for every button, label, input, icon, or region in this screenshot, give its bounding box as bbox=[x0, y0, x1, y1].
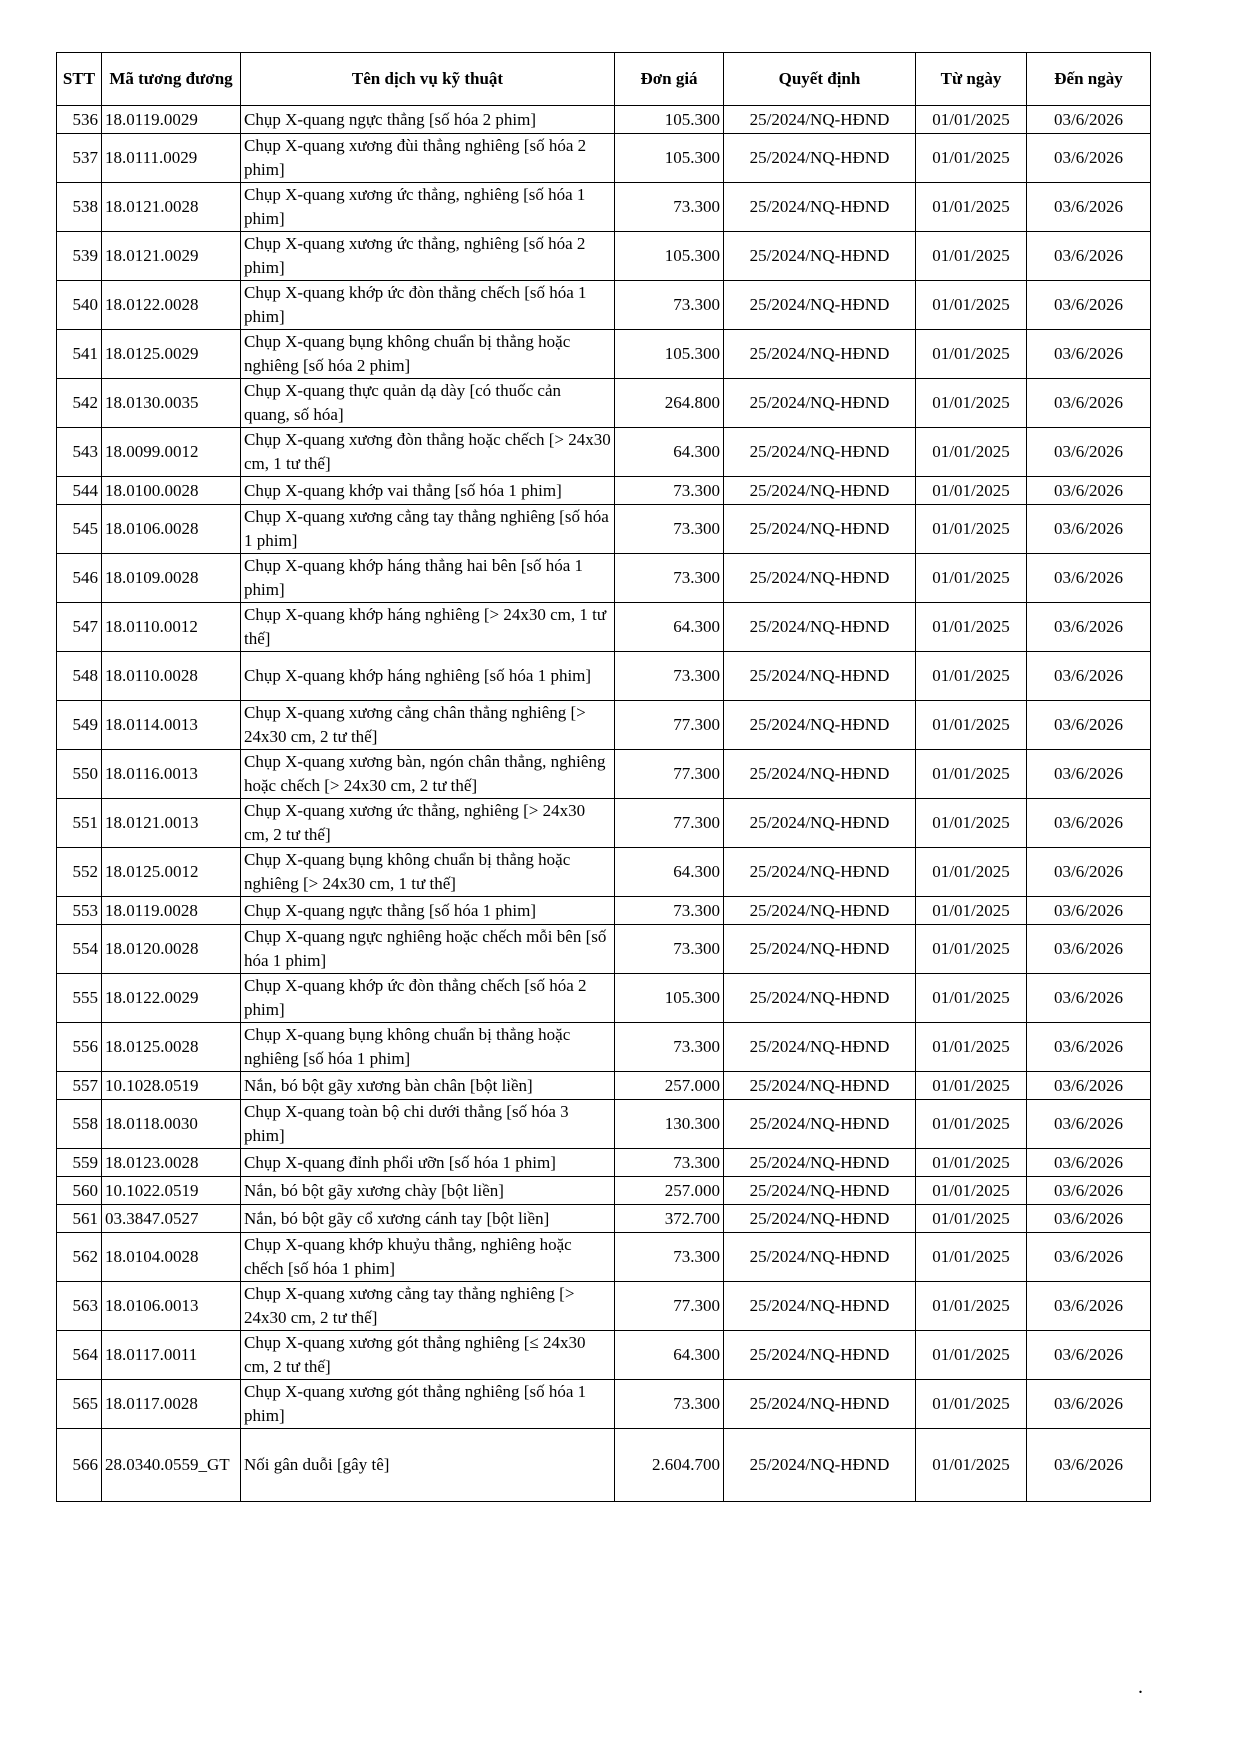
header-code: Mã tương đương bbox=[102, 53, 241, 106]
cell-code: 18.0117.0028 bbox=[102, 1380, 241, 1429]
cell-from-date: 01/01/2025 bbox=[916, 799, 1027, 848]
service-price-table bbox=[56, 52, 1151, 1502]
cell-decision: 25/2024/NQ-HĐND bbox=[724, 281, 916, 330]
cell-to-date: 03/6/2026 bbox=[1027, 750, 1151, 799]
cell-code: 18.0119.0029 bbox=[102, 106, 241, 134]
cell-decision: 25/2024/NQ-HĐND bbox=[724, 603, 916, 652]
cell-service-name: Nối gân duỗi [gây tê] bbox=[241, 1429, 615, 1502]
cell-price: 73.300 bbox=[615, 281, 724, 330]
cell-to-date: 03/6/2026 bbox=[1027, 799, 1151, 848]
table-row bbox=[57, 379, 1151, 428]
cell-service-name: Chụp X-quang xương đòn thẳng hoặc chếch [> 24x30 cm, 1 tư thế] bbox=[241, 428, 615, 477]
cell-service-name: Chụp X-quang bụng không chuẩn bị thẳng hoặc nghiêng [số hóa 1 phim] bbox=[241, 1023, 615, 1072]
cell-code: 18.0099.0012 bbox=[102, 428, 241, 477]
cell-stt: 560 bbox=[57, 1177, 102, 1205]
table-row bbox=[57, 1149, 1151, 1177]
header-price: Đơn giá bbox=[615, 53, 724, 106]
service-price-table-container bbox=[56, 52, 1151, 1502]
cell-to-date: 03/6/2026 bbox=[1027, 232, 1151, 281]
cell-price: 105.300 bbox=[615, 330, 724, 379]
cell-to-date: 03/6/2026 bbox=[1027, 330, 1151, 379]
cell-service-name: Chụp X-quang khớp ức đòn thẳng chếch [số hóa 2 phim] bbox=[241, 974, 615, 1023]
cell-stt: 558 bbox=[57, 1100, 102, 1149]
cell-service-name: Chụp X-quang xương cẳng tay thẳng nghiêng [> 24x30 cm, 2 tư thế] bbox=[241, 1282, 615, 1331]
cell-price: 73.300 bbox=[615, 554, 724, 603]
cell-decision: 25/2024/NQ-HĐND bbox=[724, 1100, 916, 1149]
cell-from-date: 01/01/2025 bbox=[916, 750, 1027, 799]
cell-code: 18.0130.0035 bbox=[102, 379, 241, 428]
cell-decision: 25/2024/NQ-HĐND bbox=[724, 1023, 916, 1072]
cell-stt: 539 bbox=[57, 232, 102, 281]
cell-decision: 25/2024/NQ-HĐND bbox=[724, 974, 916, 1023]
table-row bbox=[57, 652, 1151, 701]
cell-to-date: 03/6/2026 bbox=[1027, 1072, 1151, 1100]
cell-price: 77.300 bbox=[615, 750, 724, 799]
cell-price: 73.300 bbox=[615, 1149, 724, 1177]
cell-stt: 536 bbox=[57, 106, 102, 134]
cell-price: 130.300 bbox=[615, 1100, 724, 1149]
cell-to-date: 03/6/2026 bbox=[1027, 428, 1151, 477]
cell-price: 73.300 bbox=[615, 925, 724, 974]
cell-stt: 538 bbox=[57, 183, 102, 232]
cell-price: 257.000 bbox=[615, 1177, 724, 1205]
cell-to-date: 03/6/2026 bbox=[1027, 974, 1151, 1023]
cell-service-name: Chụp X-quang xương cẳng tay thẳng nghiêng [số hóa 1 phim] bbox=[241, 505, 615, 554]
table-row bbox=[57, 974, 1151, 1023]
cell-from-date: 01/01/2025 bbox=[916, 974, 1027, 1023]
cell-from-date: 01/01/2025 bbox=[916, 183, 1027, 232]
cell-price: 77.300 bbox=[615, 1282, 724, 1331]
cell-service-name: Chụp X-quang thực quản dạ dày [có thuốc cản quang, số hóa] bbox=[241, 379, 615, 428]
cell-from-date: 01/01/2025 bbox=[916, 232, 1027, 281]
cell-stt: 554 bbox=[57, 925, 102, 974]
cell-to-date: 03/6/2026 bbox=[1027, 925, 1151, 974]
table-row bbox=[57, 1072, 1151, 1100]
cell-decision: 25/2024/NQ-HĐND bbox=[724, 1072, 916, 1100]
cell-from-date: 01/01/2025 bbox=[916, 1072, 1027, 1100]
header-stt: STT bbox=[57, 53, 102, 106]
table-row bbox=[57, 701, 1151, 750]
cell-price: 73.300 bbox=[615, 183, 724, 232]
cell-code: 18.0121.0029 bbox=[102, 232, 241, 281]
cell-decision: 25/2024/NQ-HĐND bbox=[724, 232, 916, 281]
cell-decision: 25/2024/NQ-HĐND bbox=[724, 477, 916, 505]
cell-to-date: 03/6/2026 bbox=[1027, 505, 1151, 554]
cell-stt: 551 bbox=[57, 799, 102, 848]
cell-service-name: Chụp X-quang xương ức thẳng, nghiêng [số hóa 1 phim] bbox=[241, 183, 615, 232]
cell-decision: 25/2024/NQ-HĐND bbox=[724, 701, 916, 750]
cell-code: 18.0110.0012 bbox=[102, 603, 241, 652]
cell-stt: 548 bbox=[57, 652, 102, 701]
cell-service-name: Chụp X-quang khớp háng thẳng hai bên [số hóa 1 phim] bbox=[241, 554, 615, 603]
cell-stt: 545 bbox=[57, 505, 102, 554]
cell-price: 77.300 bbox=[615, 799, 724, 848]
cell-service-name: Chụp X-quang xương gót thẳng nghiêng [≤ 24x30 cm, 2 tư thế] bbox=[241, 1331, 615, 1380]
cell-decision: 25/2024/NQ-HĐND bbox=[724, 652, 916, 701]
header-from-date: Từ ngày bbox=[916, 53, 1027, 106]
cell-stt: 549 bbox=[57, 701, 102, 750]
cell-from-date: 01/01/2025 bbox=[916, 652, 1027, 701]
cell-code: 18.0117.0011 bbox=[102, 1331, 241, 1380]
cell-service-name: Chụp X-quang xương ức thẳng, nghiêng [> 24x30 cm, 2 tư thế] bbox=[241, 799, 615, 848]
table-row bbox=[57, 1023, 1151, 1072]
cell-service-name: Chụp X-quang ngực thẳng [số hóa 1 phim] bbox=[241, 897, 615, 925]
cell-price: 64.300 bbox=[615, 1331, 724, 1380]
cell-to-date: 03/6/2026 bbox=[1027, 1100, 1151, 1149]
cell-stt: 546 bbox=[57, 554, 102, 603]
cell-decision: 25/2024/NQ-HĐND bbox=[724, 379, 916, 428]
cell-from-date: 01/01/2025 bbox=[916, 701, 1027, 750]
cell-service-name: Chụp X-quang xương gót thẳng nghiêng [số hóa 1 phim] bbox=[241, 1380, 615, 1429]
cell-to-date: 03/6/2026 bbox=[1027, 1205, 1151, 1233]
cell-decision: 25/2024/NQ-HĐND bbox=[724, 183, 916, 232]
cell-stt: 544 bbox=[57, 477, 102, 505]
cell-stt: 542 bbox=[57, 379, 102, 428]
cell-code: 18.0121.0013 bbox=[102, 799, 241, 848]
cell-service-name: Chụp X-quang toàn bộ chi dưới thẳng [số hóa 3 phim] bbox=[241, 1100, 615, 1149]
cell-service-name: Chụp X-quang ngực thẳng [số hóa 2 phim] bbox=[241, 106, 615, 134]
cell-from-date: 01/01/2025 bbox=[916, 1282, 1027, 1331]
table-row bbox=[57, 750, 1151, 799]
cell-decision: 25/2024/NQ-HĐND bbox=[724, 106, 916, 134]
cell-code: 18.0116.0013 bbox=[102, 750, 241, 799]
cell-to-date: 03/6/2026 bbox=[1027, 1380, 1151, 1429]
cell-code: 03.3847.0527 bbox=[102, 1205, 241, 1233]
cell-service-name: Chụp X-quang khớp háng nghiêng [số hóa 1 phim] bbox=[241, 652, 615, 701]
cell-stt: 555 bbox=[57, 974, 102, 1023]
cell-code: 18.0122.0029 bbox=[102, 974, 241, 1023]
cell-decision: 25/2024/NQ-HĐND bbox=[724, 1331, 916, 1380]
cell-to-date: 03/6/2026 bbox=[1027, 1177, 1151, 1205]
cell-stt: 547 bbox=[57, 603, 102, 652]
cell-from-date: 01/01/2025 bbox=[916, 897, 1027, 925]
cell-price: 73.300 bbox=[615, 1233, 724, 1282]
cell-service-name: Chụp X-quang khớp háng nghiêng [> 24x30 cm, 1 tư thế] bbox=[241, 603, 615, 652]
table-row bbox=[57, 330, 1151, 379]
cell-to-date: 03/6/2026 bbox=[1027, 477, 1151, 505]
cell-price: 264.800 bbox=[615, 379, 724, 428]
cell-code: 18.0100.0028 bbox=[102, 477, 241, 505]
table-row bbox=[57, 106, 1151, 134]
table-row bbox=[57, 477, 1151, 505]
cell-decision: 25/2024/NQ-HĐND bbox=[724, 897, 916, 925]
cell-price: 64.300 bbox=[615, 848, 724, 897]
cell-from-date: 01/01/2025 bbox=[916, 106, 1027, 134]
cell-code: 18.0110.0028 bbox=[102, 652, 241, 701]
cell-decision: 25/2024/NQ-HĐND bbox=[724, 1380, 916, 1429]
cell-decision: 25/2024/NQ-HĐND bbox=[724, 554, 916, 603]
cell-service-name: Chụp X-quang xương ức thẳng, nghiêng [số hóa 2 phim] bbox=[241, 232, 615, 281]
cell-price: 64.300 bbox=[615, 428, 724, 477]
cell-from-date: 01/01/2025 bbox=[916, 1149, 1027, 1177]
table-row bbox=[57, 281, 1151, 330]
table-row bbox=[57, 1100, 1151, 1149]
cell-price: 73.300 bbox=[615, 1380, 724, 1429]
table-row bbox=[57, 925, 1151, 974]
header-service-name: Tên dịch vụ kỹ thuật bbox=[241, 53, 615, 106]
cell-stt: 559 bbox=[57, 1149, 102, 1177]
cell-service-name: Chụp X-quang đỉnh phổi ưỡn [số hóa 1 phim] bbox=[241, 1149, 615, 1177]
cell-service-name: Chụp X-quang xương bàn, ngón chân thẳng, nghiêng hoặc chếch [> 24x30 cm, 2 tư thế] bbox=[241, 750, 615, 799]
cell-to-date: 03/6/2026 bbox=[1027, 183, 1151, 232]
cell-stt: 552 bbox=[57, 848, 102, 897]
cell-price: 257.000 bbox=[615, 1072, 724, 1100]
cell-code: 10.1028.0519 bbox=[102, 1072, 241, 1100]
cell-to-date: 03/6/2026 bbox=[1027, 897, 1151, 925]
cell-service-name: Chụp X-quang ngực nghiêng hoặc chếch mỗi bên [số hóa 1 phim] bbox=[241, 925, 615, 974]
cell-price: 105.300 bbox=[615, 134, 724, 183]
cell-service-name: Chụp X-quang xương đùi thẳng nghiêng [số hóa 2 phim] bbox=[241, 134, 615, 183]
cell-decision: 25/2024/NQ-HĐND bbox=[724, 1282, 916, 1331]
cell-decision: 25/2024/NQ-HĐND bbox=[724, 1177, 916, 1205]
cell-from-date: 01/01/2025 bbox=[916, 603, 1027, 652]
cell-decision: 25/2024/NQ-HĐND bbox=[724, 134, 916, 183]
cell-stt: 537 bbox=[57, 134, 102, 183]
table-row bbox=[57, 554, 1151, 603]
cell-service-name: Chụp X-quang khớp khuỷu thẳng, nghiêng hoặc chếch [số hóa 1 phim] bbox=[241, 1233, 615, 1282]
cell-to-date: 03/6/2026 bbox=[1027, 134, 1151, 183]
cell-from-date: 01/01/2025 bbox=[916, 281, 1027, 330]
cell-decision: 25/2024/NQ-HĐND bbox=[724, 1149, 916, 1177]
cell-price: 73.300 bbox=[615, 652, 724, 701]
table-row bbox=[57, 1205, 1151, 1233]
table-row bbox=[57, 1429, 1151, 1502]
cell-decision: 25/2024/NQ-HĐND bbox=[724, 799, 916, 848]
cell-from-date: 01/01/2025 bbox=[916, 1100, 1027, 1149]
cell-stt: 556 bbox=[57, 1023, 102, 1072]
cell-to-date: 03/6/2026 bbox=[1027, 554, 1151, 603]
table-row bbox=[57, 134, 1151, 183]
cell-from-date: 01/01/2025 bbox=[916, 1233, 1027, 1282]
cell-from-date: 01/01/2025 bbox=[916, 1023, 1027, 1072]
cell-from-date: 01/01/2025 bbox=[916, 330, 1027, 379]
cell-stt: 561 bbox=[57, 1205, 102, 1233]
cell-stt: 540 bbox=[57, 281, 102, 330]
cell-stt: 541 bbox=[57, 330, 102, 379]
table-row bbox=[57, 1233, 1151, 1282]
cell-service-name: Chụp X-quang khớp vai thẳng [số hóa 1 phim] bbox=[241, 477, 615, 505]
cell-to-date: 03/6/2026 bbox=[1027, 1282, 1151, 1331]
cell-stt: 562 bbox=[57, 1233, 102, 1282]
cell-from-date: 01/01/2025 bbox=[916, 1177, 1027, 1205]
cell-code: 28.0340.0559_GT bbox=[102, 1429, 241, 1502]
cell-price: 73.300 bbox=[615, 1023, 724, 1072]
cell-service-name: Chụp X-quang xương cẳng chân thẳng nghiêng [> 24x30 cm, 2 tư thế] bbox=[241, 701, 615, 750]
cell-decision: 25/2024/NQ-HĐND bbox=[724, 848, 916, 897]
cell-price: 73.300 bbox=[615, 505, 724, 554]
cell-code: 18.0106.0013 bbox=[102, 1282, 241, 1331]
table-row bbox=[57, 1282, 1151, 1331]
cell-decision: 25/2024/NQ-HĐND bbox=[724, 330, 916, 379]
cell-price: 372.700 bbox=[615, 1205, 724, 1233]
cell-code: 18.0125.0028 bbox=[102, 1023, 241, 1072]
table-row bbox=[57, 603, 1151, 652]
cell-to-date: 03/6/2026 bbox=[1027, 106, 1151, 134]
cell-price: 73.300 bbox=[615, 897, 724, 925]
cell-decision: 25/2024/NQ-HĐND bbox=[724, 1233, 916, 1282]
table-row bbox=[57, 428, 1151, 477]
cell-decision: 25/2024/NQ-HĐND bbox=[724, 925, 916, 974]
cell-service-name: Nắn, bó bột gãy xương bàn chân [bột liền] bbox=[241, 1072, 615, 1100]
table-row bbox=[57, 897, 1151, 925]
header-decision: Quyết định bbox=[724, 53, 916, 106]
footer-mark: . bbox=[1138, 1676, 1143, 1698]
cell-code: 18.0111.0029 bbox=[102, 134, 241, 183]
cell-to-date: 03/6/2026 bbox=[1027, 603, 1151, 652]
cell-code: 18.0123.0028 bbox=[102, 1149, 241, 1177]
cell-stt: 553 bbox=[57, 897, 102, 925]
cell-to-date: 03/6/2026 bbox=[1027, 1233, 1151, 1282]
table-row bbox=[57, 1331, 1151, 1380]
cell-from-date: 01/01/2025 bbox=[916, 925, 1027, 974]
cell-decision: 25/2024/NQ-HĐND bbox=[724, 1429, 916, 1502]
table-row bbox=[57, 799, 1151, 848]
cell-decision: 25/2024/NQ-HĐND bbox=[724, 1205, 916, 1233]
cell-to-date: 03/6/2026 bbox=[1027, 848, 1151, 897]
cell-stt: 557 bbox=[57, 1072, 102, 1100]
table-row bbox=[57, 183, 1151, 232]
cell-code: 18.0125.0029 bbox=[102, 330, 241, 379]
cell-from-date: 01/01/2025 bbox=[916, 1429, 1027, 1502]
cell-from-date: 01/01/2025 bbox=[916, 554, 1027, 603]
cell-code: 18.0122.0028 bbox=[102, 281, 241, 330]
cell-to-date: 03/6/2026 bbox=[1027, 379, 1151, 428]
cell-code: 18.0104.0028 bbox=[102, 1233, 241, 1282]
cell-code: 18.0109.0028 bbox=[102, 554, 241, 603]
cell-service-name: Chụp X-quang bụng không chuẩn bị thẳng hoặc nghiêng [số hóa 2 phim] bbox=[241, 330, 615, 379]
cell-from-date: 01/01/2025 bbox=[916, 1380, 1027, 1429]
cell-to-date: 03/6/2026 bbox=[1027, 1429, 1151, 1502]
cell-from-date: 01/01/2025 bbox=[916, 505, 1027, 554]
cell-price: 73.300 bbox=[615, 477, 724, 505]
cell-code: 18.0106.0028 bbox=[102, 505, 241, 554]
table-row bbox=[57, 1177, 1151, 1205]
table-header-row bbox=[57, 53, 1151, 106]
cell-to-date: 03/6/2026 bbox=[1027, 281, 1151, 330]
cell-stt: 543 bbox=[57, 428, 102, 477]
cell-stt: 565 bbox=[57, 1380, 102, 1429]
cell-code: 18.0120.0028 bbox=[102, 925, 241, 974]
cell-code: 18.0121.0028 bbox=[102, 183, 241, 232]
cell-from-date: 01/01/2025 bbox=[916, 1331, 1027, 1380]
cell-stt: 564 bbox=[57, 1331, 102, 1380]
cell-price: 77.300 bbox=[615, 701, 724, 750]
cell-code: 18.0114.0013 bbox=[102, 701, 241, 750]
cell-price: 2.604.700 bbox=[615, 1429, 724, 1502]
cell-to-date: 03/6/2026 bbox=[1027, 701, 1151, 750]
cell-decision: 25/2024/NQ-HĐND bbox=[724, 505, 916, 554]
cell-code: 18.0118.0030 bbox=[102, 1100, 241, 1149]
table-row bbox=[57, 232, 1151, 281]
header-to-date: Đến ngày bbox=[1027, 53, 1151, 106]
table-row bbox=[57, 1380, 1151, 1429]
table-row bbox=[57, 848, 1151, 897]
cell-from-date: 01/01/2025 bbox=[916, 1205, 1027, 1233]
cell-stt: 566 bbox=[57, 1429, 102, 1502]
cell-code: 18.0125.0012 bbox=[102, 848, 241, 897]
cell-from-date: 01/01/2025 bbox=[916, 477, 1027, 505]
cell-to-date: 03/6/2026 bbox=[1027, 1149, 1151, 1177]
cell-from-date: 01/01/2025 bbox=[916, 379, 1027, 428]
cell-price: 105.300 bbox=[615, 106, 724, 134]
cell-from-date: 01/01/2025 bbox=[916, 848, 1027, 897]
cell-service-name: Nắn, bó bột gãy cổ xương cánh tay [bột liền] bbox=[241, 1205, 615, 1233]
cell-decision: 25/2024/NQ-HĐND bbox=[724, 750, 916, 799]
cell-price: 105.300 bbox=[615, 974, 724, 1023]
cell-price: 64.300 bbox=[615, 603, 724, 652]
cell-to-date: 03/6/2026 bbox=[1027, 652, 1151, 701]
cell-code: 18.0119.0028 bbox=[102, 897, 241, 925]
cell-stt: 550 bbox=[57, 750, 102, 799]
cell-service-name: Chụp X-quang khớp ức đòn thẳng chếch [số hóa 1 phim] bbox=[241, 281, 615, 330]
cell-code: 10.1022.0519 bbox=[102, 1177, 241, 1205]
cell-stt: 563 bbox=[57, 1282, 102, 1331]
cell-service-name: Chụp X-quang bụng không chuẩn bị thẳng hoặc nghiêng [> 24x30 cm, 1 tư thế] bbox=[241, 848, 615, 897]
cell-decision: 25/2024/NQ-HĐND bbox=[724, 428, 916, 477]
table-row bbox=[57, 505, 1151, 554]
cell-to-date: 03/6/2026 bbox=[1027, 1331, 1151, 1380]
cell-from-date: 01/01/2025 bbox=[916, 428, 1027, 477]
cell-price: 105.300 bbox=[615, 232, 724, 281]
cell-to-date: 03/6/2026 bbox=[1027, 1023, 1151, 1072]
cell-from-date: 01/01/2025 bbox=[916, 134, 1027, 183]
cell-service-name: Nắn, bó bột gãy xương chày [bột liền] bbox=[241, 1177, 615, 1205]
